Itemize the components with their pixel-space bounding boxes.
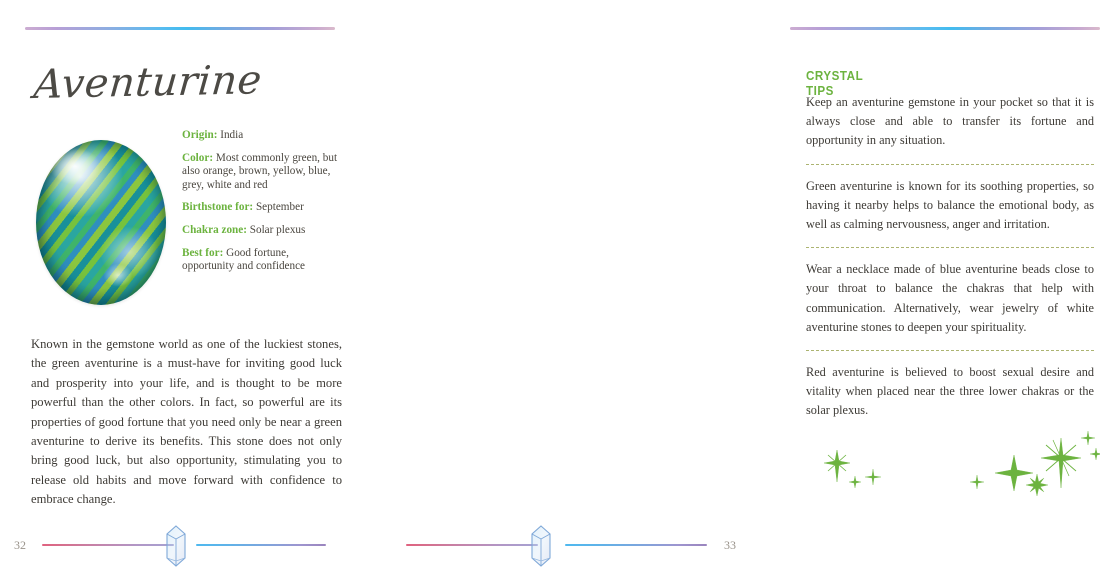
fact-label: Best for: xyxy=(182,246,224,259)
crystal-icon xyxy=(528,525,554,567)
top-gradient-rule-left xyxy=(25,27,335,30)
sparkle-icon xyxy=(995,455,1033,491)
crystal-icon xyxy=(163,525,189,567)
right-page xyxy=(375,0,1094,576)
right-page-footer xyxy=(375,512,750,576)
tip-item xyxy=(806,363,1094,421)
tip-separator xyxy=(806,350,1094,351)
sparkle-icon xyxy=(849,476,861,488)
sparkle-icon xyxy=(1026,474,1048,496)
footer-rule-pink-left xyxy=(42,544,174,546)
fact-origin xyxy=(182,129,342,143)
gemstone-image xyxy=(36,140,166,305)
tip-text: Red aventurine is believed to boost sexual desire and vitality when placed near the three lower chakras or the solar plexus. xyxy=(806,365,1094,418)
page-title: Aventurine xyxy=(32,57,264,108)
sparkle-icon xyxy=(865,469,881,485)
tip-item xyxy=(806,177,1094,235)
top-gradient-rule-right xyxy=(790,27,1100,30)
fact-value: Most commonly green, but also orange, brown, yellow, blue, grey, white and red xyxy=(182,151,338,191)
fact-chakra-zone xyxy=(182,224,342,238)
fact-value: Good fortune, opportunity and confidence xyxy=(182,246,306,273)
fact-label: Birthstone for: xyxy=(182,201,254,214)
sparkle-icon xyxy=(1041,438,1081,488)
sparkle-icon xyxy=(824,450,850,482)
fact-value: India xyxy=(220,129,244,141)
fact-label: Origin: xyxy=(182,129,218,141)
footer-rule-pink-right xyxy=(406,544,538,546)
sparkle-icon xyxy=(1081,431,1095,445)
footer-rule-blue-right xyxy=(565,544,707,546)
fact-value: Solar plexus xyxy=(249,223,306,236)
gemstone-fact-list xyxy=(182,129,342,274)
fact-label: Color: xyxy=(182,151,214,164)
page-number-right: 33 xyxy=(724,538,736,552)
fact-birthstone xyxy=(182,201,342,215)
tip-separator xyxy=(806,247,1094,248)
aventurine-cabochon-icon xyxy=(36,140,166,305)
sparkle-decoration xyxy=(815,430,1100,515)
sparkle-icon xyxy=(970,475,984,489)
tip-item xyxy=(806,260,1094,337)
tip-text: Green aventurine is known for its soothing properties, so having it nearby helps to balance the emotional body, as well as calming nervousness, anger and irritation. xyxy=(806,178,1094,232)
page-number-left: 32 xyxy=(14,538,26,552)
crystal-tips-heading: CRYSTAL TIPS xyxy=(806,68,863,98)
left-page-footer xyxy=(0,512,375,576)
fact-color xyxy=(182,152,342,193)
sparkle-icon xyxy=(1090,448,1100,460)
tip-text: Wear a necklace made of blue aventurine beads close to your throat to balance the chakras that help with communication. Alternatively, wear jewelry of white aventurine stones to deepen your spirituality. xyxy=(806,262,1094,334)
fact-value: September xyxy=(255,201,304,214)
tip-separator xyxy=(806,164,1094,165)
fact-best-for xyxy=(182,247,342,274)
tip-item xyxy=(806,93,1094,151)
body-paragraph: Known in the gemstone world as one of the luckiest stones, the green aventurine is a must-have for inviting good luck and prosperity into your life, and is thought to be more powerful than the other colors. In fact, so powerful are its properties of good fortune that you need only be near a green aventurine to derive its benefits. This stone does not only bring good luck, but also opportunity, stimulating you to release old habits and move forward with confidence to embrace change. xyxy=(31,337,342,507)
tip-text: Keep an aventurine gemstone in your pocket so that it is always close and able to transfer its fortune and opportunity in any situation. xyxy=(806,95,1094,148)
footer-rule-blue-left xyxy=(196,544,326,546)
crystal-tips-list xyxy=(806,93,1094,421)
left-page xyxy=(0,0,375,576)
fact-label: Chakra zone: xyxy=(182,223,247,236)
